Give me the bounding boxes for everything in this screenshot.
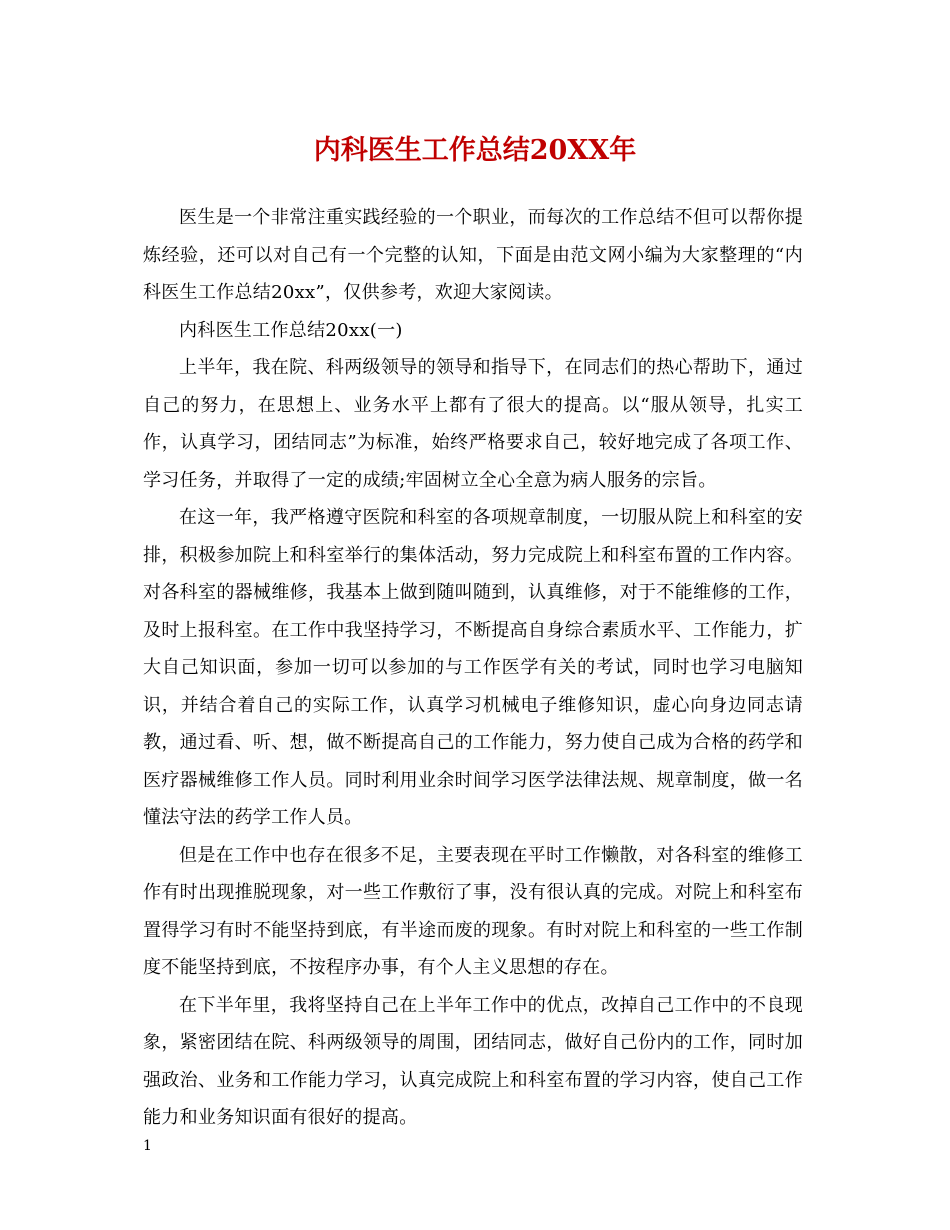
- section-heading: 内科医生工作总结20xx(一): [179, 319, 403, 341]
- paragraph-first-half-year: 上半年，我在院、科两级领导的领导和指导下，在同志们的热心帮助下，通过自己的努力，在思想上、业务水平上都有了很大的提高。以“服从领导，扎实工作，认真学习，团结同志”为标准，始终严格要求自己，较好地完成了各项工作、学习任务，并取得了一定的成绩;牢固树立全心全意为病人服务的宗旨。: [143, 357, 803, 491]
- paragraph-intro: 医生是一个非常注重实践经验的一个职业，而每次的工作总结不但可以帮你提炼经验，还可以对自己有一个完整的认知，下面是由范文网小编为大家整理的“内科医生工作总结20xx”，仅供参考，欢迎大家阅读。: [143, 207, 803, 303]
- document-body: [143, 199, 803, 1137]
- paragraph-shortcomings: 但是在工作中也存在很多不足，主要表现在平时工作懒散，对各科室的维修工作有时出现推脱现象，对一些工作敷衍了事，没有很认真的完成。对院上和科室布置得学习有时不能坚持到底，有半途而废的现象。有时对院上和科室的一些工作制度不能坚持到底，不按程序办事，有个人主义思想的存在。: [143, 844, 803, 978]
- page-number: 1: [143, 1138, 152, 1154]
- document-title: 内科医生工作总结20XX年: [313, 135, 637, 166]
- paragraph-second-half-plan: 在下半年里，我将坚持自己在上半年工作中的优点，改掉自己工作中的不良现象，紧密团结在院、科两级领导的周围，团结同志，做好自己份内的工作，同时加强政治、业务和工作能力学习，认真完成院上和科室布置的学习内容，使自己工作能力和业务知识面有很好的提高。: [143, 994, 803, 1128]
- paragraph-this-year: 在这一年，我严格遵守医院和科室的各项规章制度，一切服从院上和科室的安排，积极参加院上和科室举行的集体活动，努力完成院上和科室布置的工作内容。对各科室的器械维修，我基本上做到随叫随到，认真维修，对于不能维修的工作，及时上报科室。在工作中我坚持学习，不断提高自身综合素质水平、工作能力，扩大自己知识面，参加一切可以参加的与工作医学有关的考试，同时也学习电脑知识，并结合着自己的实际工作，认真学习机械电子维修知识，虚心向身边同志请教，通过看、听、想，做不断提高自己的工作能力，努力使自己成为合格的药学和医疗器械维修工作人员。同时利用业余时间学习医学法律法规、规章制度，做一名懂法守法的药学工作人员。: [143, 507, 803, 828]
